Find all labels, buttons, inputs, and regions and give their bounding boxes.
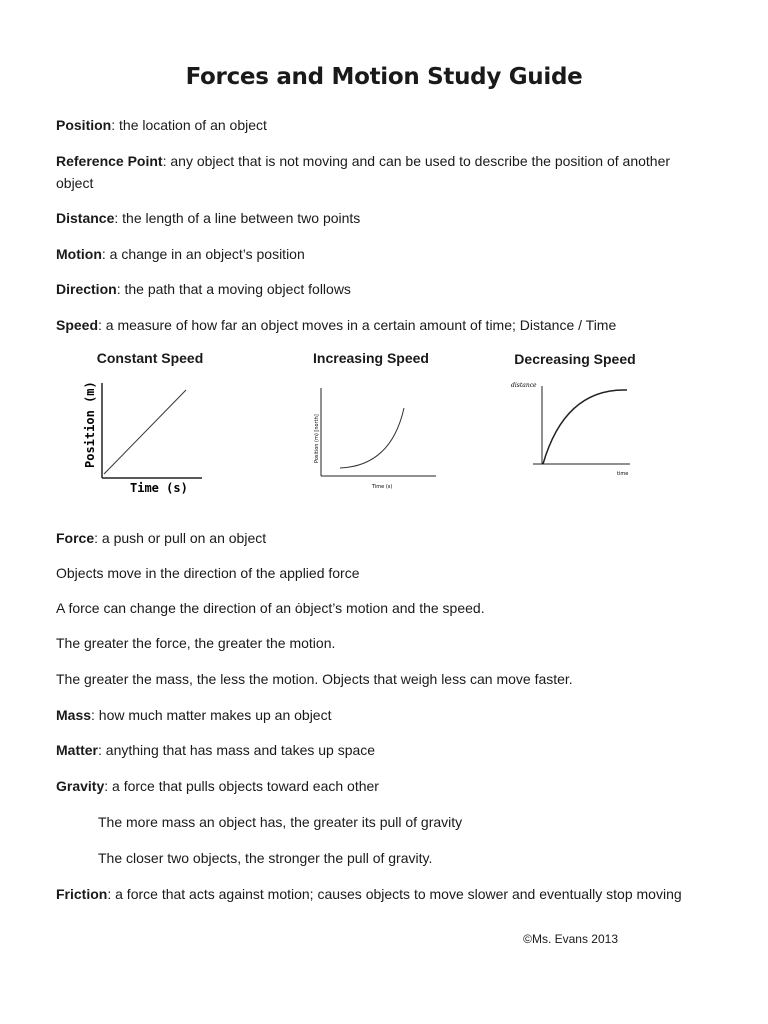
graph-decreasing-speed [505, 378, 645, 488]
statement: Objects move in the direction of the applied force [56, 565, 360, 581]
graph-decreasing-ylabel: distance [511, 382, 537, 389]
def-matter [56, 739, 706, 761]
def-text-continued: object [56, 175, 94, 191]
def-direction [56, 278, 706, 300]
graph-increasing-xlabel: Time (s) [372, 484, 393, 490]
graph-title-constant: Constant Speed [96, 350, 204, 366]
def-term: Distance [56, 210, 115, 226]
statement: The greater the force, the greater the motion. [56, 635, 336, 651]
def-term: Gravity [56, 778, 105, 794]
def-reference-point [56, 150, 706, 194]
def-term: Matter [56, 742, 99, 758]
def-text: : any object that is not moving and can be used to describe the position of another [162, 153, 671, 169]
def-term: Direction [56, 281, 117, 297]
graph-increasing-ylabel: Position (m) [north] [314, 414, 320, 463]
def-text: : the length of a line between two points [114, 210, 361, 226]
def-gravity [56, 775, 706, 797]
def-text: : the location of an object [111, 117, 267, 133]
def-friction [56, 883, 736, 905]
def-term: Mass [56, 707, 92, 723]
graph-title-increasing: Increasing Speed [313, 350, 429, 366]
def-term: Reference Point [56, 153, 163, 169]
graph-constant-line [104, 390, 186, 474]
gravity-note: The closer two objects, the stronger the pull of gravity. [98, 850, 433, 866]
def-text: : how much matter makes up an object [91, 707, 332, 723]
graph-constant-xlabel: Time (s) [130, 481, 188, 495]
def-motion [56, 243, 706, 265]
def-force [56, 527, 706, 549]
statement: A force can change the direction of an ȯbject’s motion and the speed. [56, 600, 485, 616]
gravity-note: The more mass an object has, the greater its pull of gravity [98, 814, 463, 830]
def-text: : a change in an object’s position [101, 246, 305, 262]
def-term: Friction [56, 886, 108, 902]
def-text: : a push or pull on an object [94, 530, 267, 546]
def-text: : the path that a moving object follows [116, 281, 351, 297]
graph-decreasing-curve [543, 390, 627, 464]
def-text: : a force that acts against motion; causes objects to move slower and eventually stop moving [107, 886, 682, 902]
def-distance [56, 207, 706, 229]
copyright: ©Ms. Evans 2013 [523, 932, 618, 946]
graph-constant-speed [82, 378, 212, 498]
def-term: Motion [56, 246, 102, 262]
graph-title-decreasing: Decreasing Speed [514, 351, 636, 367]
def-term: Speed [56, 317, 99, 333]
def-term: Force [56, 530, 95, 546]
graph-constant-ylabel: Position (m) [83, 381, 97, 468]
def-position [56, 114, 706, 136]
def-mass [56, 704, 706, 726]
graph-increasing-speed [306, 378, 446, 498]
def-term: Position [56, 117, 112, 133]
graph-increasing-curve [340, 408, 404, 468]
def-text: : a measure of how far an object moves in a certain amount of time; Distance / Time [98, 317, 617, 333]
def-speed [56, 314, 706, 336]
def-text: : a force that pulls objects toward each other [104, 778, 379, 794]
graph-decreasing-xlabel: time [617, 471, 629, 477]
def-text: : anything that has mass and takes up space [98, 742, 376, 758]
page-title: Forces and Motion Study Guide [185, 64, 583, 90]
statement: The greater the mass, the less the motion. Objects that weigh less can move faster. [56, 671, 573, 687]
